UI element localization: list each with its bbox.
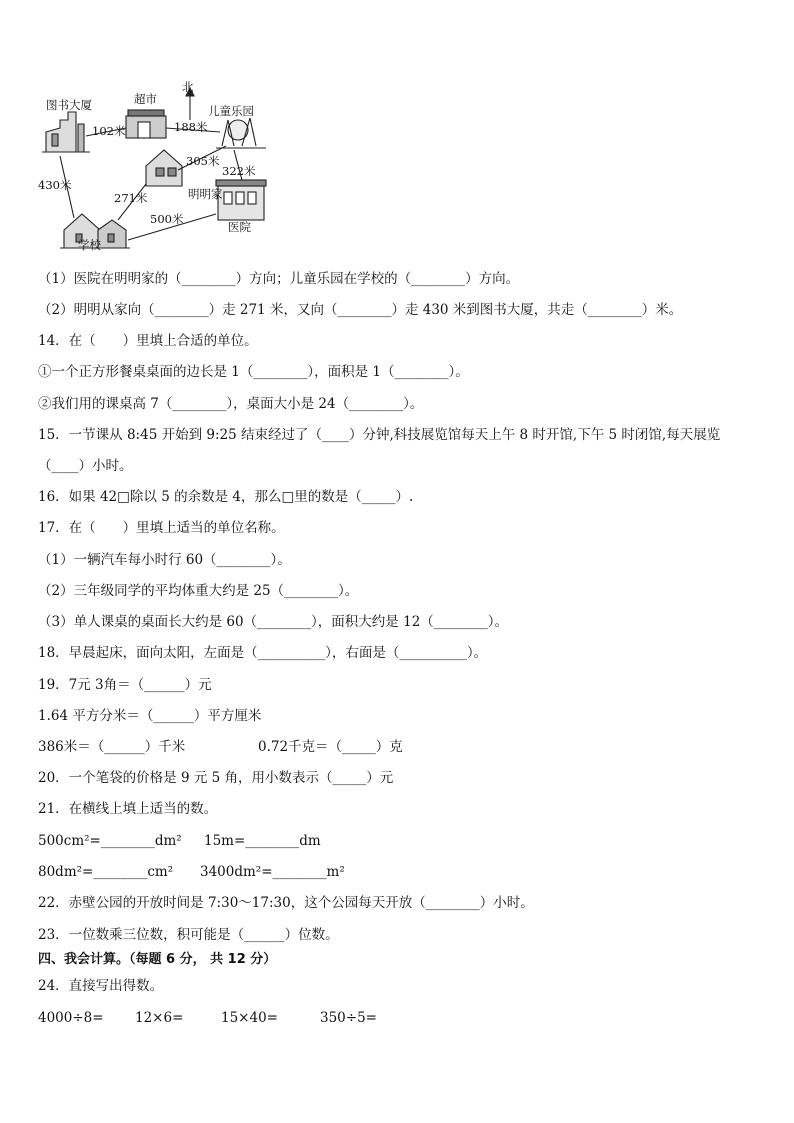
park-label: 儿童乐园 bbox=[208, 104, 254, 118]
question-14-1: ①一个正方形餐桌桌面的边长是 1（________），面积是 1（________）。 bbox=[38, 364, 469, 380]
question-19-2: 1.64 平方分米＝（______）平方厘米 bbox=[38, 708, 262, 724]
question-18: 18．早晨起床，面向太阳，左面是（__________），右面是（__________）。 bbox=[38, 645, 488, 661]
question-19-1: 19．7元 3角＝（______）元 bbox=[38, 677, 212, 693]
question-17-2: （2）三年级同学的平均体重大约是 25（________）。 bbox=[38, 583, 359, 599]
question-24-a: 4000÷8= bbox=[38, 1010, 104, 1026]
distance-home-school: 271米 bbox=[114, 191, 148, 205]
map-figure bbox=[38, 80, 268, 260]
question-21-2b: 3400dm²=________m² bbox=[200, 864, 345, 880]
question-17-1: （1）一辆汽车每小时行 60（________）。 bbox=[38, 552, 291, 568]
question-13-1: （1）医院在明明家的（________）方向；儿童乐园在学校的（________）方向。 bbox=[38, 271, 520, 287]
question-24-d: 350÷5= bbox=[320, 1010, 377, 1026]
question-19-3a: 386米＝（______）千米 bbox=[38, 739, 186, 755]
question-19-3b: 0.72千克＝（_____）克 bbox=[258, 739, 403, 755]
question-22: 22．赤壁公园的开放时间是 7:30～17:30，这个公园每天开放（________）小时。 bbox=[38, 895, 534, 911]
question-21: 21．在横线上填上适当的数。 bbox=[38, 801, 218, 817]
north-label: 北 bbox=[182, 80, 194, 94]
question-21-1a: 500cm²=________dm² bbox=[38, 833, 182, 849]
question-21-2a: 80dm²=________cm² bbox=[38, 864, 174, 880]
school-label: 学校 bbox=[78, 238, 101, 252]
question-15-line1: 15．一节课从 8:45 开始到 9:25 结束经过了（____）分钟,科技展览馆每天上午 8 时开馆,下午 5 时闭馆,每天展览 bbox=[38, 427, 721, 443]
hospital-label: 医院 bbox=[228, 220, 251, 234]
question-21-1b: 15m=________dm bbox=[204, 833, 321, 849]
question-17-3: （3）单人课桌的桌面长大约是 60（________），面积大约是 12（________）。 bbox=[38, 614, 509, 630]
section-4-heading: 四、我会计算。（每题 6 分， 共 12 分） bbox=[38, 952, 277, 967]
distance-park-hospital: 322米 bbox=[222, 164, 256, 178]
library-label: 图书大厦 bbox=[46, 98, 92, 112]
question-17: 17．在（ ）里填上适当的单位名称。 bbox=[38, 520, 285, 536]
question-14: 14．在（ ）里填上合适的单位。 bbox=[38, 333, 258, 349]
question-20: 20．一个笔袋的价格是 9 元 5 角，用小数表示（_____）元 bbox=[38, 770, 394, 786]
home-label: 明明家 bbox=[188, 187, 223, 201]
distance-library-school: 430米 bbox=[38, 178, 72, 192]
supermarket-label: 超市 bbox=[134, 92, 157, 106]
question-16: 16．如果 42□除以 5 的余数是 4，那么□里的数是（_____）. bbox=[38, 489, 414, 505]
question-24: 24．直接写出得数。 bbox=[38, 978, 164, 994]
distance-library-supermarket: 102米 bbox=[92, 124, 126, 138]
question-24-c: 15×40= bbox=[221, 1010, 278, 1026]
question-24-b: 12×6= bbox=[135, 1010, 184, 1026]
question-15-line2: （____）小时。 bbox=[38, 458, 133, 474]
question-23: 23．一位数乘三位数，积可能是（______）位数。 bbox=[38, 927, 339, 943]
distance-school-hospital: 500米 bbox=[150, 212, 184, 226]
distance-supermarket-park: 188米 bbox=[174, 120, 208, 134]
question-14-2: ②我们用的课桌高 7（________），桌面大小是 24（________）。 bbox=[38, 396, 424, 412]
question-13-2: （2）明明从家向（________）走 271 米，又向（________）走 430 米到图书大厦，共走（________）米。 bbox=[38, 302, 683, 318]
distance-home-park: 305米 bbox=[186, 154, 220, 168]
